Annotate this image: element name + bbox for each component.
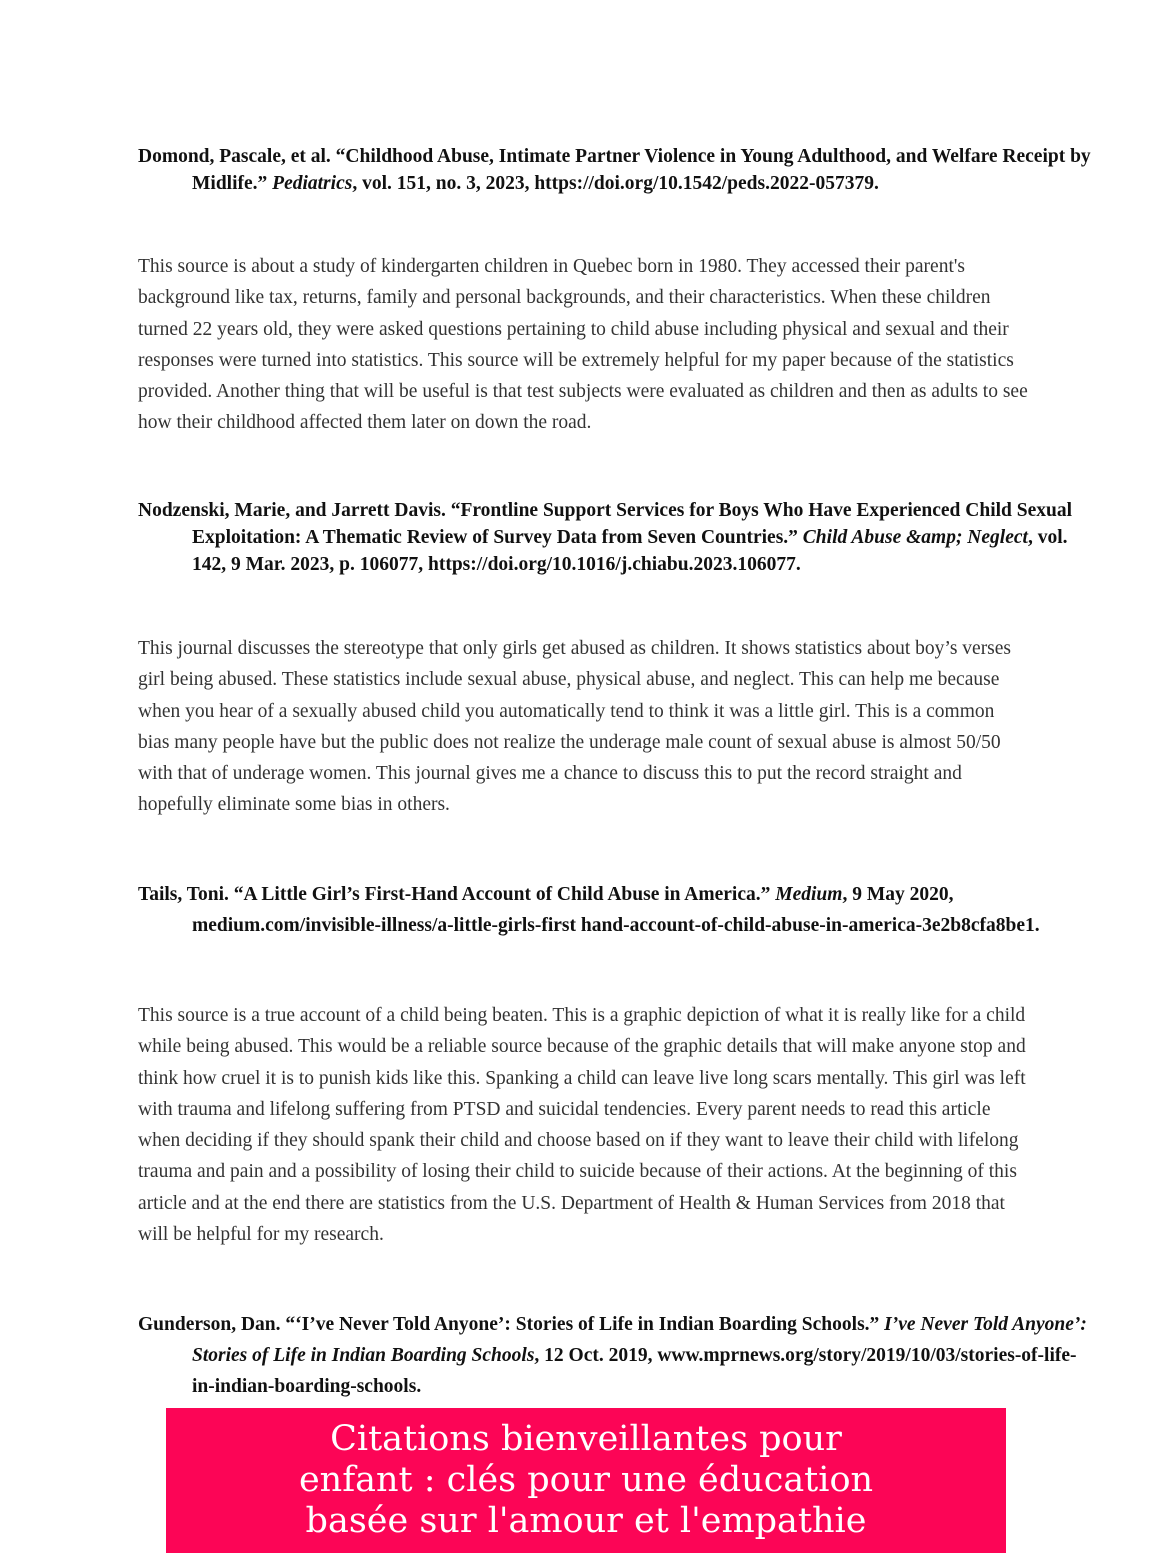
annotation-paragraph: This source is about a study of kindergarten children in Quebec born in 1980. They accessed their parent's background like tax, returns, family and personal backgrounds, and their characteristics. When these children turned 22 years old, they were asked questions pertaining to child abuse including physical and sexual and their responses were turned into statistics. This source will be extremely helpful for my paper because of the statistics provided. Another thing that will be useful is that test subjects were evaluated as children and then as adults to see how their childhood affected them later on down the road. (138, 256, 1028, 434)
citation-details: , vol. 151, no. 3, 2023, https://doi.org/10.1542/peds.2022-057379. (352, 173, 879, 194)
citation-text: Gunderson, Dan. “‘I’ve Never Told Anyone’: Stories of Life in Indian Boarding Schools.” (138, 1314, 885, 1335)
citation-source-title: Pediatrics (272, 173, 353, 194)
citation-text: Domond, Pascale, et al. “Childhood Abuse, Intimate Partner Violence in Young Adulthood, and Welfare Receipt by Midlife.” (138, 146, 1091, 194)
citation-details: , vol. 142, 9 Mar. 2023, p. 106077, https://doi.org/10.1016/j.chiabu.2023.106077. (192, 527, 1068, 575)
citation-details: , 12 Oct. 2019, www.mprnews.org/story/2019/10/03/stories-of-life-in-indian-boarding-schools. (192, 1345, 1077, 1397)
title-banner (166, 1408, 1006, 1553)
citation-entry (138, 879, 1092, 941)
citation-source-title: Child Abuse &amp; Neglect (802, 527, 1028, 548)
banner-title: Citations bienveillantes pour enfant : clés pour une éducation basée sur l'amour et l'empathie (298, 1419, 874, 1541)
citation-source-title: Medium (775, 884, 843, 905)
annotation-paragraph: This source is a true account of a child being beaten. This is a graphic depiction of what it is really like for a child while being abused. This would be a reliable source because of the graphic details that will make anyone stop and think how cruel it is to punish kids like this. Spanking a child can leave live long scars mentally. This girl was left with trauma and lifelong suffering from PTSD and suicidal tendencies. Every parent needs to read this article when deciding if they should spank their child and choose based on if they want to leave their child with lifelong trauma and pain and a possibility of losing their child to suicide because of their actions. At the beginning of this article and at the end there are statistics from the U.S. Department of Health & Human Services from 2018 that will be helpful for my research. (138, 1005, 1026, 1246)
citation-details: , 9 May 2020, medium.com/invisible-illness/a-little-girls-first hand-account-of-child-abuse-in-america-3e2b8cfa8be1. (192, 884, 1040, 936)
citation-text: Nodzenski, Marie, and Jarrett Davis. “Frontline Support Services for Boys Who Have Experienced Child Sexual Exploitation: A Thematic Review of Survey Data from Seven Countries.” (138, 500, 1073, 548)
annotation-paragraph: This journal discusses the stereotype that only girls get abused as children. It shows statistics about boy’s verses girl being abused. These statistics include sexual abuse, physical abuse, and neglect. This can help me because when you hear of a sexually abused child you automatically tend to think it was a little girl. This is a common bias many people have but the public does not realize the underage male count of sexual abuse is almost 50/50 with that of underage women. This journal gives me a chance to discuss this to put the record straight and hopefully eliminate some bias in others. (138, 638, 1012, 816)
citation-entry (138, 497, 1092, 578)
citation-source-title: I’ve Never Told Anyone’: Stories of Life in Indian Boarding Schools (192, 1314, 1087, 1366)
citation-entry (138, 1309, 1092, 1402)
citation-text: Tails, Toni. “A Little Girl’s First-Hand Account of Child Abuse in America.” (138, 884, 776, 905)
citation-entry (138, 143, 1092, 197)
